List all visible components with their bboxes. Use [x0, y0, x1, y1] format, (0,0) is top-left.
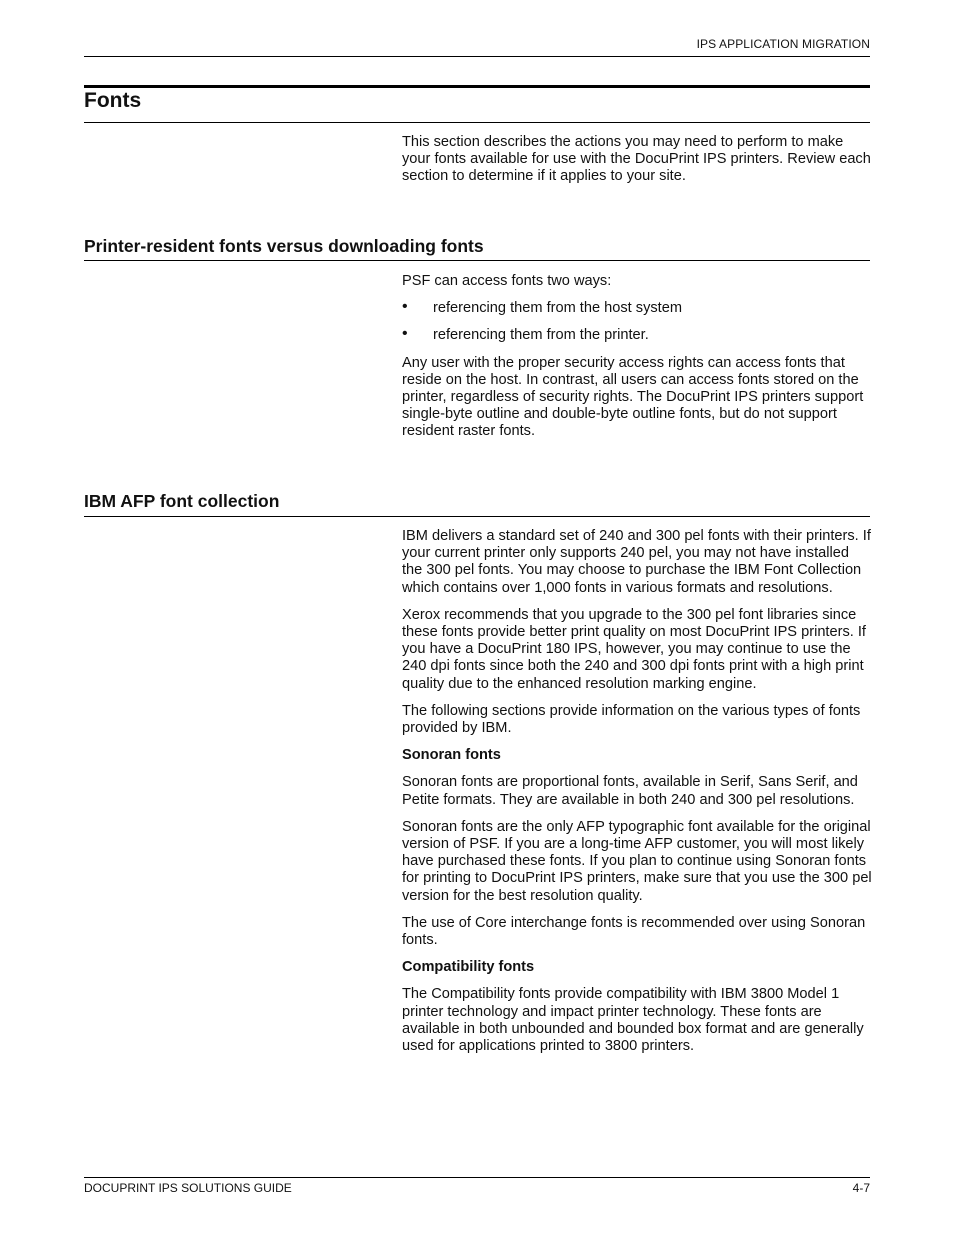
- section-heading-ibm-afp: IBM AFP font collection: [84, 491, 280, 511]
- section2-rule: [84, 516, 870, 517]
- list-item-text: referencing them from the printer.: [433, 327, 649, 344]
- bullet-icon: •: [402, 298, 408, 316]
- section2-paragraph: Xerox recommends that you upgrade to the 300 pel font libraries since these fonts provide better print quality on most DocuPrint IPS printers. If you have a DocuPrint 180 IPS, however, you may continue to use the 240 dpi fonts since both the 240 and 300 dpi fonts print with a high print quality due to the enhanced resolution marking engine.: [402, 606, 866, 692]
- bullet-icon: •: [402, 325, 408, 343]
- sonoran-paragraph: Sonoran fonts are the only AFP typographic font available for the original version of PSF. If you are a long-time AFP customer, you will most likely have purchased these fonts. If you plan to continue using Sonoran fonts for printing to DocuPrint IPS printers, make sure that you use the 300 pel version for the best resolution quality.: [402, 818, 872, 904]
- section1-paragraph: Any user with the proper security access rights can access fonts that reside on the host. In contrast, all users can access fonts stored on the printer, regardless of security rights. The DocuPrint IPS printers support single-byte outline and double-byte outline fonts, but do not support resident raster fonts.: [402, 354, 864, 440]
- footer-page-number: 4-7: [852, 1181, 870, 1195]
- title-bottom-rule: [84, 122, 870, 123]
- section1-body: [402, 273, 872, 451]
- list-item: [402, 300, 872, 317]
- subheading-sonoran-fonts: Sonoran fonts: [402, 747, 501, 764]
- footer-rule: [84, 1177, 870, 1178]
- bullet-list: [402, 300, 872, 344]
- section2-paragraph: The following sections provide information on the various types of fonts provided by IBM.: [402, 702, 861, 737]
- page-title: Fonts: [84, 89, 142, 112]
- section2-body: [402, 528, 872, 1065]
- list-item-text: referencing them from the host system: [433, 300, 683, 317]
- intro-paragraph: This section describes the actions you may need to perform to make your fonts available for use with the DocuPrint IPS printers. Review each section to determine if it applies to your site.: [402, 134, 871, 185]
- sonoran-paragraph: Sonoran fonts are proportional fonts, available in Serif, Sans Serif, and Petite formats. They are available in both 240 and 300 pel resolutions.: [402, 774, 858, 808]
- sonoran-paragraph: The use of Core interchange fonts is recommended over using Sonoran fonts.: [402, 914, 866, 949]
- running-header: IPS APPLICATION MIGRATION: [696, 37, 870, 51]
- section2-paragraph: IBM delivers a standard set of 240 and 300 pel fonts with their printers. If your current printer only supports 240 pel, you may not have installed the 300 pel fonts. You may choose to purchase the IBM Font Collection which contains over 1,000 fonts in various formats and resolutions.: [402, 528, 871, 596]
- compatibility-paragraph: The Compatibility fonts provide compatibility with IBM 3800 Model 1 printer technology and impact printer technology. These fonts are available in both unbounded and bounded box format and are generally used for applications printed to 3800 printers.: [402, 986, 864, 1055]
- intro-block: [402, 134, 872, 196]
- header-rule: [84, 56, 870, 57]
- list-item: [402, 327, 872, 344]
- title-top-rule: [84, 85, 870, 88]
- footer-guide-title: DOCUPRINT IPS SOLUTIONS GUIDE: [84, 1181, 292, 1195]
- subheading-compatibility-fonts: Compatibility fonts: [402, 959, 535, 976]
- section1-lead: PSF can access fonts two ways:: [402, 273, 612, 289]
- section1-rule: [84, 260, 870, 261]
- section-heading-printer-resident: Printer-resident fonts versus downloading fonts: [84, 236, 484, 256]
